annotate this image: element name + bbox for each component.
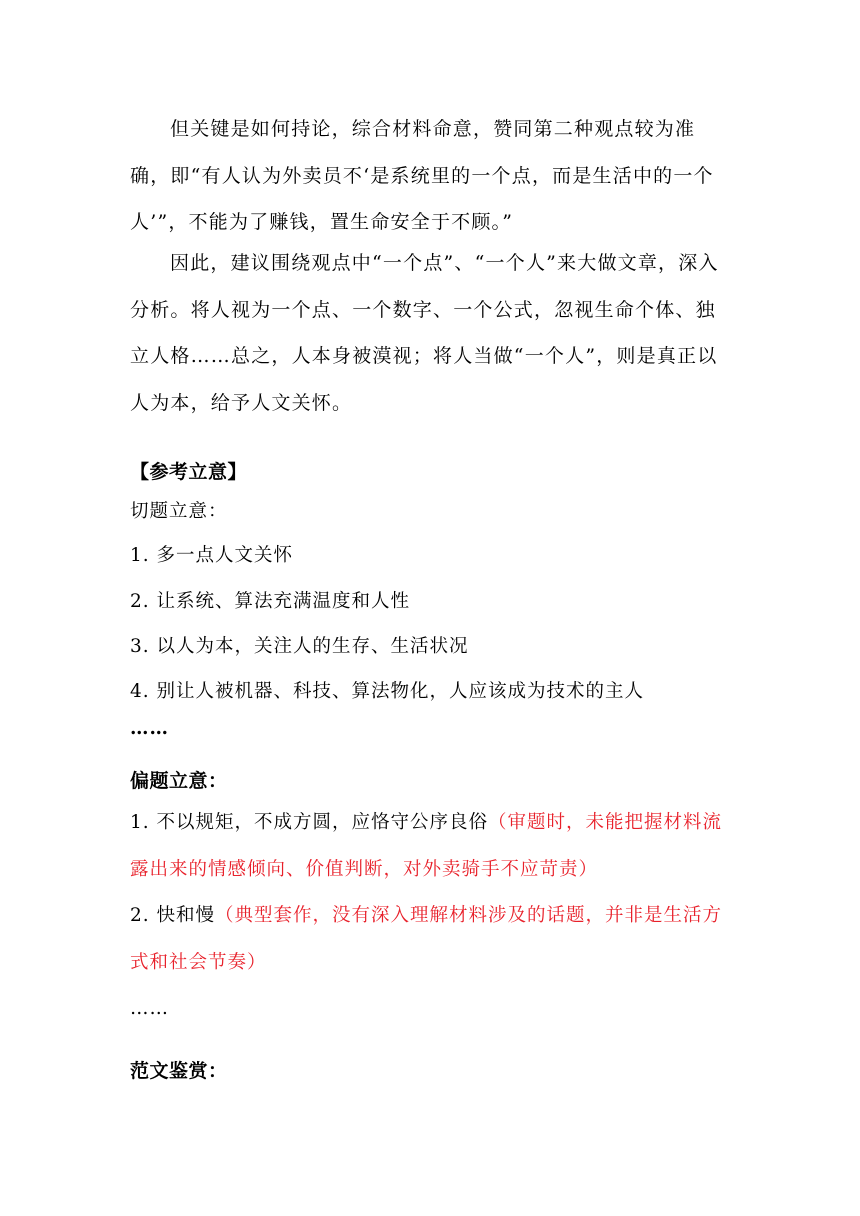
ellipsis-ontopic: …… <box>130 718 169 739</box>
ontopic-item-2: 2. 让系统、算法充满温度和人性 <box>130 591 411 612</box>
offtopic-item-2 <box>130 893 740 986</box>
offtopic-label: 偏题立意： <box>130 770 228 792</box>
paragraph-argument <box>130 106 735 246</box>
ellipsis-offtopic: …… <box>130 998 169 1019</box>
paragraph-argument-text: 但关键是如何持论，综合材料命意，赞同第二种观点较为准确，即“有人认为外卖员不‘是系统里的一个点，而是生活中的一个人’”，不能为了赚钱，置生命安全于不顾。” <box>130 118 714 233</box>
paragraph-suggestion-text: 因此，建议围绕观点中“一个点”、“一个人”来大做文章，深入分析。将人视为一个点、一个数字、一个公式，忽视生命个体、独立人格……总之，人本身被漠视；将人当做“一个人”，则是真正以人为本，给予人文关怀。 <box>130 252 719 414</box>
ontopic-item-3: 3. 以人为本，关注人的生存、生活状况 <box>130 636 469 657</box>
offtopic-item-1-text: 1. 不以规矩，不成方圆，应恪守公序良俗 <box>130 812 489 833</box>
ontopic-label: 切题立意： <box>130 501 228 522</box>
offtopic-item-1-comment: （审题时，未能把握材料流露出来的情感倾向、价值判断，对外卖骑手不应苛责） <box>130 812 723 880</box>
offtopic-item-2-comment: （典型套作，没有深入理解材料涉及的话题，并非是生活方式和社会节奏） <box>130 905 723 973</box>
reference-heading: 【参考立意】 <box>130 461 248 483</box>
offtopic-item-1 <box>130 800 740 893</box>
model-essay-label: 范文鉴赏： <box>130 1060 228 1082</box>
ontopic-item-4: 4. 别让人被机器、科技、算法物化，人应该成为技术的主人 <box>130 681 645 702</box>
paragraph-suggestion <box>130 240 735 426</box>
ontopic-item-1: 1. 多一点人文关怀 <box>130 545 294 566</box>
offtopic-item-2-text: 2. 快和慢 <box>130 905 216 926</box>
